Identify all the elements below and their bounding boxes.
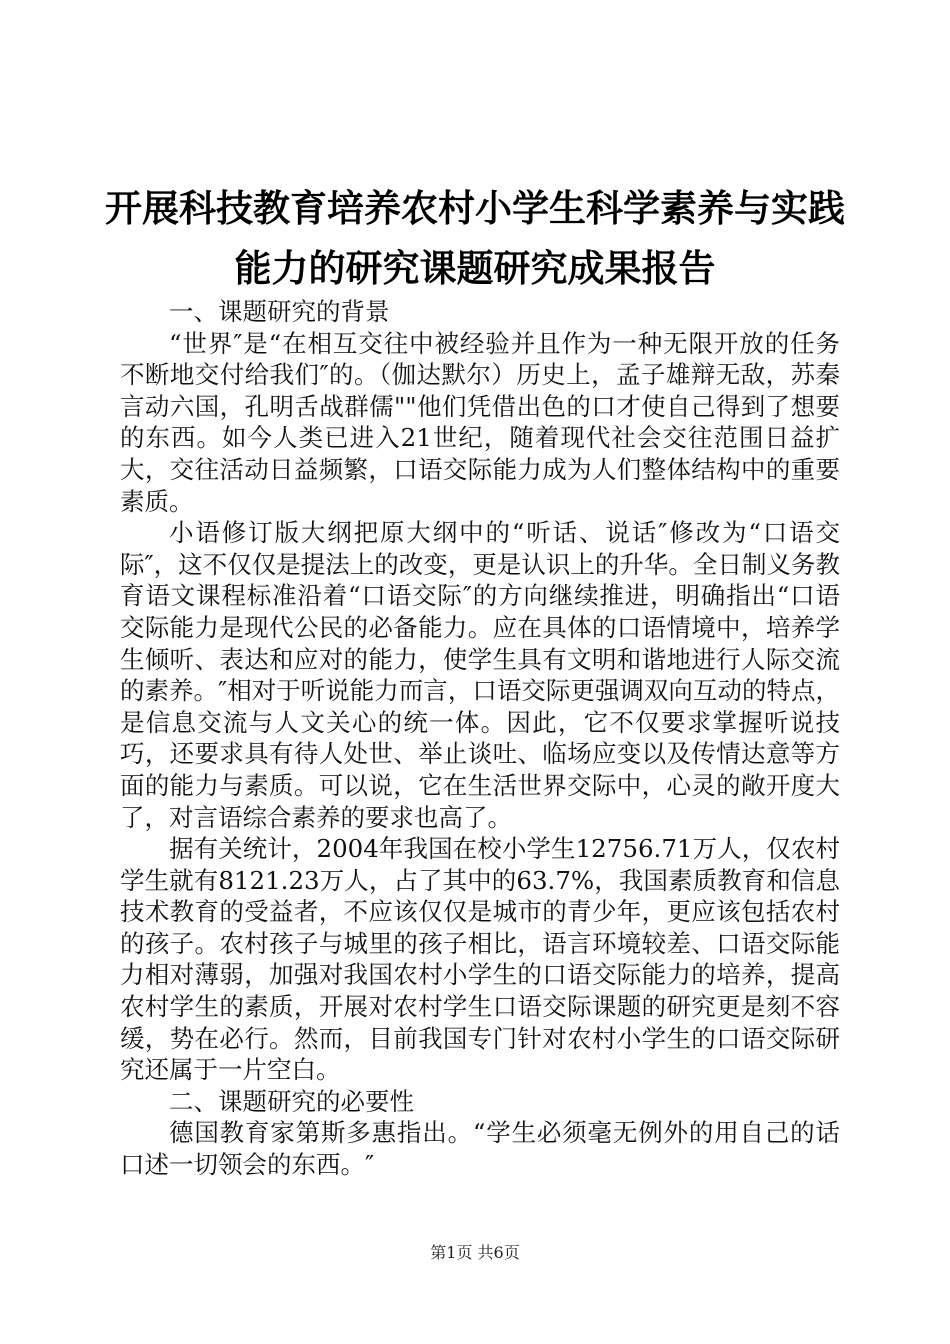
document-title [100, 178, 850, 298]
title-line-2: 能力的研究课题研究成果报告 [234, 246, 716, 290]
section-heading-necessity: 二、课题研究的必要性 [169, 1086, 414, 1116]
paragraph-3: 据有关统计，2004年我国在校小学生12756.71万人，仅农村学生就有8121.23万人，占了其中的63.7%，我国素质教育和信息技术教育的受益者，不应该仅仅是城市的青少年，更应该包括农村的孩子。农村孩子与城里的孩子相比，语言环境较差、口语交际能力相对薄弱，加强对我国农村小学生的口语交际能力的培养，提高农村学生的素质，开展对农村学生口语交际课题的研究更是刻不容缓，势在必行。然而，目前我国专门针对农村小学生的口语交际研究还属于一片空白。 [120, 834, 840, 1085]
paragraph-4: 德国教育家第斯多惠指出。“学生必须毫无例外的用自己的话口述一切领会的东西。″ [120, 1118, 840, 1180]
paragraph-2: 小语修订版大纲把原大纲中的“听话、说话″修改为“口语交际″，这不仅仅是提法上的改变，更是认识上的升华。全日制义务教育语文课程标准沿着“口语交际″的方向继续推进，明确指出“口语交际能力是现代公民的必备能力。应在具体的口语情境中，培养学生倾听、表达和应对的能力，使学生具有文明和谐地进行人际交流的素养。″相对于听说能力而言，口语交际更强调双向互动的特点，是信息交流与人文关心的统一体。因此，它不仅要求掌握听说技巧，还要求具有待人处世、举止谈吐、临场应变以及传情达意等方面的能力与素质。可以说，它在生活世界交际中，心灵的敞开度大了，对言语综合素养的要求也高了。 [120, 518, 840, 832]
section-heading-background: 一、课题研究的背景 [169, 297, 390, 326]
paragraph-1: “世界″是“在相互交往中被经验并且作为一种无限开放的任务不断地交付给我们″的。（伽达默尔）历史上，孟子雄辩无敌，苏秦言动六国，孔明舌战群儒""他们凭借出色的口才使自己得到了想要的东西。如今人类已进入21世纪，随着现代社会交往范围日益扩大，交往活动日益频繁，口语交际能力成为人们整体结构中的重要素质。 [120, 328, 840, 516]
title-line-1: 开展科技教育培养农村小学生科学素养与实践 [105, 186, 845, 230]
page-footer: 第1页 共6页 [430, 1243, 520, 1262]
document-body [120, 296, 840, 1181]
